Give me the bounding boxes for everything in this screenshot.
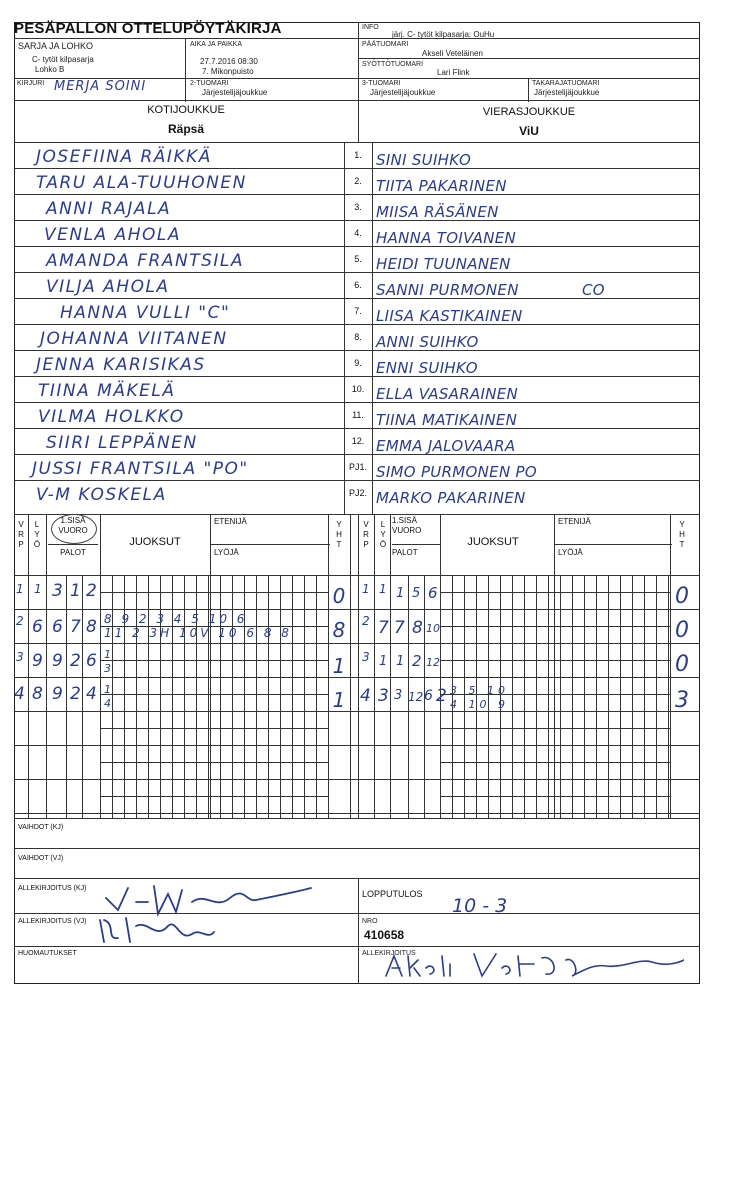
home-runs-row: 1 4 bbox=[104, 683, 111, 710]
player-row-line bbox=[14, 168, 700, 169]
row-number: 12. bbox=[351, 436, 365, 446]
row-number: 2. bbox=[354, 176, 362, 186]
grid-line bbox=[210, 514, 211, 818]
final-result-label: LOPPUTULOS bbox=[362, 889, 423, 899]
nro-value: 410658 bbox=[364, 928, 405, 942]
away-team-name: ViU bbox=[519, 124, 539, 138]
grid-line bbox=[100, 660, 328, 661]
home-inning-cell: 6 bbox=[86, 651, 97, 671]
player-row-line bbox=[14, 194, 700, 195]
away-inning-cell: 10 bbox=[426, 622, 440, 635]
umpire2-value: Järjestelijäjoukkue bbox=[202, 88, 268, 97]
umpire3-label: 3-TUOMARI bbox=[362, 80, 401, 87]
away-player: SINI SUIHKO bbox=[376, 151, 472, 169]
grid-line bbox=[66, 575, 67, 818]
home-sisa-header: 1.SISÄ VUORO bbox=[58, 516, 88, 535]
home-player: AMANDA FRANTSILA bbox=[46, 251, 244, 271]
home-lyoja-header: LYÖJÄ bbox=[214, 548, 239, 557]
away-inning-cell: 3 bbox=[394, 688, 403, 703]
grid-line bbox=[670, 514, 671, 818]
grid-line bbox=[304, 575, 305, 818]
grid-line bbox=[632, 575, 633, 818]
away-inning-v: 4 bbox=[360, 686, 371, 706]
away-inning-l: 1 bbox=[379, 654, 388, 669]
away-captain-mark: CO bbox=[582, 281, 605, 299]
grid-line bbox=[440, 626, 670, 627]
back-umpire-label: TAKARAJATUOMARI bbox=[532, 80, 600, 87]
player-row-line bbox=[14, 480, 700, 481]
row-number: 1. bbox=[354, 150, 362, 160]
row-number: 10. bbox=[351, 384, 365, 394]
info-value: järj. C- tytöt kilpasarja: OuHu bbox=[392, 30, 495, 39]
home-player: V-M KOSKELA bbox=[36, 485, 167, 505]
home-inning-v: 3 bbox=[16, 650, 24, 664]
home-inning-l: 8 bbox=[32, 684, 43, 704]
row-number: PJ2. bbox=[348, 488, 367, 498]
row-number: 3. bbox=[354, 202, 362, 212]
home-vrp-header: V R P bbox=[18, 520, 24, 549]
away-player: TIITA PAKARINEN bbox=[376, 177, 507, 195]
player-row-line bbox=[14, 324, 700, 325]
home-team-name: Räpsä bbox=[167, 122, 205, 136]
home-inning-v: 1 bbox=[16, 582, 24, 596]
grid-line bbox=[392, 544, 440, 545]
player-row-line bbox=[14, 272, 700, 273]
subs-away-label: VAIHDOT (VJ) bbox=[18, 855, 64, 862]
home-player: JUSSI FRANTSILA "PO" bbox=[32, 459, 249, 479]
chief-umpire-value: Akseli Veteläinen bbox=[422, 49, 483, 58]
away-yht-header: Y H T bbox=[679, 520, 685, 549]
away-inning-l: 3 bbox=[378, 686, 389, 706]
grid-line bbox=[374, 514, 375, 818]
away-player: SIMO PURMONEN PO bbox=[376, 463, 537, 481]
grid-line bbox=[14, 745, 700, 746]
grid-line bbox=[536, 575, 537, 818]
grid-line bbox=[100, 575, 101, 818]
row-number: 11. bbox=[352, 410, 364, 420]
signature-home-label: ALLEKIRJOITUS (KJ) bbox=[18, 885, 87, 892]
away-etenija-header: ETENIJÄ bbox=[558, 517, 591, 526]
away-inning-cell: 12 bbox=[426, 656, 440, 669]
grid-line bbox=[390, 514, 391, 818]
subs-home-label: VAIHDOT (KJ) bbox=[18, 824, 64, 831]
grid-line bbox=[14, 813, 700, 814]
home-player: JOHANNA VIITANEN bbox=[40, 329, 228, 349]
row-number: PJ1. bbox=[348, 462, 367, 472]
signature-label: ALLEKIRJOITUS bbox=[362, 950, 416, 957]
away-player: ENNI SUIHKO bbox=[376, 359, 478, 377]
away-lyo-header: L Y Ö bbox=[379, 520, 387, 549]
home-inning-cell: 6 bbox=[52, 617, 63, 637]
group-value: Lohko B bbox=[35, 65, 65, 74]
notes-label: HUOMAUTUKSET bbox=[18, 950, 77, 957]
umpire2-label: 2-TUOMARI bbox=[190, 80, 229, 87]
grid-line bbox=[350, 514, 351, 818]
away-runs-row: 3 5 10 4 10 9 bbox=[450, 684, 509, 711]
home-inning-total: 1 bbox=[332, 688, 346, 712]
away-inning-cell: 1 bbox=[396, 586, 405, 601]
home-inning-v: 2 bbox=[16, 614, 24, 628]
grid-line bbox=[100, 762, 328, 763]
home-inning-l: 1 bbox=[34, 582, 42, 596]
away-inning-l: 7 bbox=[378, 618, 389, 638]
player-row-line bbox=[14, 246, 700, 247]
grid-line bbox=[28, 514, 29, 818]
home-player: ANNI RAJALA bbox=[46, 199, 172, 219]
home-player: TARU ALA-TUUHONEN bbox=[36, 173, 247, 193]
away-team-label: VIERASJOUKKUE bbox=[482, 106, 576, 118]
row-number: 6. bbox=[354, 280, 362, 290]
info-label: INFO bbox=[362, 24, 379, 31]
grid-line bbox=[554, 544, 672, 545]
away-palot-header: PALOT bbox=[392, 548, 418, 557]
grid-line bbox=[440, 796, 670, 797]
away-player: MARKO PAKARINEN bbox=[376, 489, 526, 507]
grid-line bbox=[316, 575, 317, 818]
home-player: JENNA KARISIKAS bbox=[36, 355, 206, 375]
home-player: VILMA HOLKKO bbox=[38, 407, 185, 427]
grid-line bbox=[512, 575, 513, 818]
away-vrp-header: V R P bbox=[363, 520, 369, 549]
home-inning-cell: 1 bbox=[70, 581, 81, 601]
home-etenija-header: ETENIJÄ bbox=[214, 517, 247, 526]
away-player: ELLA VASARAINEN bbox=[376, 385, 519, 403]
grid-line bbox=[100, 592, 328, 593]
away-inning-total: 0 bbox=[675, 618, 689, 643]
chief-umpire-label: PÄÄTUOMARI bbox=[362, 41, 409, 48]
home-inning-cell: 4 bbox=[86, 684, 97, 704]
player-row-line bbox=[14, 428, 700, 429]
player-row-line bbox=[14, 350, 700, 351]
grid-line bbox=[668, 575, 669, 818]
grid-line bbox=[440, 728, 670, 729]
row-number: 8. bbox=[354, 332, 362, 342]
umpire3-value: Järjestelijäjoukkue bbox=[370, 88, 436, 97]
home-lyo-header: L Y Ö bbox=[33, 520, 41, 549]
final-result-value: 10 - 3 bbox=[452, 895, 508, 917]
away-inning-cell: 7 bbox=[394, 618, 405, 638]
home-inning-l: 6 bbox=[32, 617, 43, 637]
grid-line bbox=[14, 677, 700, 678]
series-label: SARJA JA LOHKO bbox=[18, 41, 94, 51]
circle-mark bbox=[51, 514, 97, 544]
home-inning-cell: 9 bbox=[52, 684, 63, 704]
grid-line bbox=[100, 728, 328, 729]
away-inning-cell: 8 bbox=[412, 618, 423, 638]
player-row-line bbox=[14, 376, 700, 377]
away-inning-cell: 2 bbox=[436, 686, 447, 706]
row-number: 9. bbox=[354, 358, 362, 368]
away-inning-cell: 6 bbox=[424, 688, 433, 704]
home-inning-cell: 2 bbox=[70, 651, 81, 671]
home-inning-cell: 9 bbox=[52, 651, 63, 671]
grid-line bbox=[328, 514, 329, 818]
umpire-signature-image bbox=[384, 946, 684, 986]
row-number: 7. bbox=[354, 306, 362, 316]
grid-line bbox=[620, 575, 621, 818]
pitch-umpire-value: Lari Flink bbox=[437, 68, 470, 77]
away-inning-total: 0 bbox=[675, 584, 689, 609]
grid-line bbox=[292, 575, 293, 818]
grid-line bbox=[554, 514, 555, 818]
scorer-label: KIRJURI bbox=[17, 80, 45, 87]
away-inning-total: 0 bbox=[675, 652, 689, 677]
away-player: LIISA KASTIKAINEN bbox=[376, 307, 523, 325]
pitch-umpire-label: SYÖTTÖTUOMARI bbox=[362, 61, 424, 68]
grid-line bbox=[584, 575, 585, 818]
grid-line bbox=[572, 575, 573, 818]
player-row-line bbox=[14, 298, 700, 299]
away-player: HEIDI TUUNANEN bbox=[376, 255, 511, 273]
grid-line bbox=[608, 575, 609, 818]
grid-line bbox=[524, 575, 525, 818]
home-inning-total: 8 bbox=[332, 618, 346, 642]
home-team-label: KOTIJOUKKUE bbox=[147, 104, 225, 116]
grid-line bbox=[440, 592, 670, 593]
home-signature-image bbox=[96, 880, 316, 980]
home-inning-cell: 3 bbox=[52, 581, 63, 601]
datetime-value: 27.7.2016 08:30 bbox=[200, 57, 258, 66]
grid-line bbox=[100, 694, 328, 695]
home-yht-header: Y H T bbox=[336, 520, 342, 549]
grid-line bbox=[82, 575, 83, 818]
away-player: TIINA MATIKAINEN bbox=[376, 411, 518, 429]
home-player: TIINA MÄKELÄ bbox=[38, 381, 176, 401]
grid-line bbox=[596, 575, 597, 818]
place-value: 7. Mikonpuisto bbox=[202, 67, 254, 76]
home-inning-cell: 2 bbox=[70, 684, 81, 704]
home-inning-l: 9 bbox=[32, 651, 43, 671]
grid-line bbox=[14, 575, 700, 576]
home-inning-total: 0 bbox=[332, 584, 346, 608]
grid-line bbox=[48, 544, 98, 545]
away-inning-cell: 6 bbox=[428, 584, 438, 602]
home-juoksut-header: JUOKSUT bbox=[129, 536, 181, 548]
nro-label: NRO bbox=[362, 918, 378, 925]
time-place-label: AIKA JA PAIKKA bbox=[190, 41, 243, 48]
grid-line bbox=[548, 575, 549, 818]
row-number: 4. bbox=[354, 228, 362, 238]
home-inning-cell: 2 bbox=[86, 581, 97, 601]
away-inning-v: 3 bbox=[362, 650, 370, 664]
grid-line bbox=[656, 575, 657, 818]
home-palot-header: PALOT bbox=[60, 548, 86, 557]
away-player: SANNI PURMONEN bbox=[376, 281, 519, 299]
scorer-value: MERJA SOINI bbox=[54, 79, 147, 94]
away-player: MIISA RÄSÄNEN bbox=[376, 203, 499, 221]
away-inning-v: 2 bbox=[362, 614, 370, 628]
row-number: 5. bbox=[354, 254, 362, 264]
away-juoksut-header: JUOKSUT bbox=[467, 536, 519, 548]
player-row-line bbox=[14, 454, 700, 455]
home-player: VENLA AHOLA bbox=[44, 225, 181, 245]
home-player: SIIRI LEPPÄNEN bbox=[46, 433, 198, 453]
grid-line bbox=[440, 660, 670, 661]
player-row-line bbox=[14, 220, 700, 221]
series-value: C- tytöt kilpasarja bbox=[32, 55, 94, 64]
home-runs-row: 8 9 2 3 4 5 10 6 11 2 3H 10V 10 6 8 8 bbox=[104, 612, 292, 640]
away-inning-cell: 2 bbox=[412, 652, 422, 670]
away-inning-cell: 1 bbox=[396, 654, 405, 669]
away-inning-total: 3 bbox=[675, 688, 689, 713]
home-runs-row: 1 3 bbox=[104, 648, 111, 675]
away-inning-l: 1 bbox=[379, 582, 387, 596]
home-inning-cell: 7 bbox=[70, 617, 81, 637]
grid-line bbox=[644, 575, 645, 818]
grid-line bbox=[14, 779, 700, 780]
grid-line bbox=[14, 711, 700, 712]
grid-line bbox=[560, 575, 561, 818]
away-player: HANNA TOIVANEN bbox=[376, 229, 517, 247]
away-sisa-header: 1.SISÄ VUORO bbox=[392, 516, 422, 535]
away-inning-v: 1 bbox=[362, 582, 370, 596]
away-player: EMMA JALOVAARA bbox=[376, 437, 516, 455]
away-lyoja-header: LYÖJÄ bbox=[558, 548, 583, 557]
home-player: HANNA VULLI "C" bbox=[60, 303, 231, 323]
player-row-line bbox=[14, 402, 700, 403]
grid-line bbox=[14, 609, 700, 610]
grid-line bbox=[210, 544, 330, 545]
home-player: JOSEFIINA RÄIKKÄ bbox=[36, 147, 212, 167]
home-inning-total: 1 bbox=[332, 654, 346, 678]
grid-line bbox=[440, 762, 670, 763]
grid-line bbox=[100, 796, 328, 797]
away-inning-cell: 5 bbox=[412, 586, 421, 601]
signature-away-label: ALLEKIRJOITUS (VJ) bbox=[18, 918, 87, 925]
grid-line bbox=[46, 514, 47, 818]
back-umpire-value: Järjestelijäjoukkue bbox=[534, 88, 600, 97]
home-inning-cell: 8 bbox=[86, 617, 97, 637]
page-title: PESÄPALLON OTTELUPÖYTÄKIRJA bbox=[14, 20, 282, 37]
away-player: ANNI SUIHKO bbox=[376, 333, 479, 351]
home-inning-v: 4 bbox=[14, 684, 25, 704]
grid-line bbox=[14, 643, 700, 644]
grid-line bbox=[358, 514, 359, 818]
home-player: VILJA AHOLA bbox=[46, 277, 170, 297]
away-inning-cell: 12 bbox=[408, 690, 424, 704]
